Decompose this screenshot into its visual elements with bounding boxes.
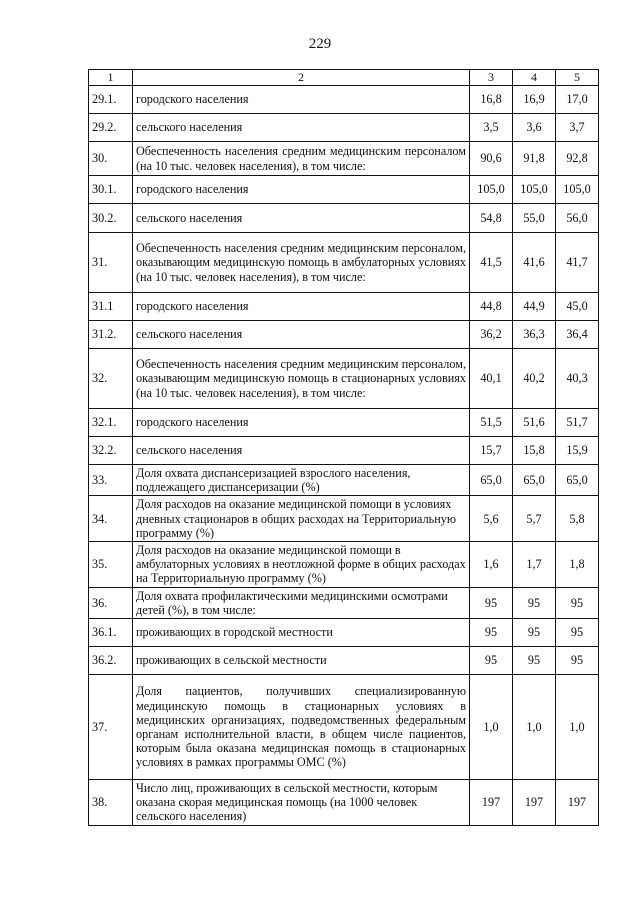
row-value-col5: 15,9 xyxy=(556,437,599,465)
row-indicator-text: Обеспеченность населения средним медицинским персоналом, оказывающим медицинскую помощь в амбулаторных условиях (на 10 тыс. человек населения), в том числе: xyxy=(133,233,470,293)
row-number: 30. xyxy=(89,142,133,176)
row-indicator-text: городского населения xyxy=(133,293,470,321)
row-value-col4: 36,3 xyxy=(513,321,556,349)
row-number: 34. xyxy=(89,496,133,542)
row-number: 37. xyxy=(89,675,133,780)
row-number: 29.2. xyxy=(89,114,133,142)
row-value-col3: 1,0 xyxy=(470,675,513,780)
row-value-col5: 197 xyxy=(556,780,599,826)
table-row xyxy=(89,542,599,588)
row-value-col5: 36,4 xyxy=(556,321,599,349)
row-value-col3: 36,2 xyxy=(470,321,513,349)
row-number: 35. xyxy=(89,542,133,588)
row-value-col5: 17,0 xyxy=(556,86,599,114)
row-value-col3: 65,0 xyxy=(470,465,513,496)
row-indicator-text: проживающих в сельской местности xyxy=(133,647,470,675)
row-value-col4: 1,0 xyxy=(513,675,556,780)
table-header-row xyxy=(89,70,599,86)
table-row xyxy=(89,647,599,675)
row-indicator-text: городского населения xyxy=(133,409,470,437)
row-indicator-text: городского населения xyxy=(133,176,470,204)
row-value-col4: 44,9 xyxy=(513,293,556,321)
row-indicator-text: Обеспеченность населения средним медицинским персоналом, оказывающим медицинскую помощь в стационарных условиях (на 10 тыс. человек населения), в том числе: xyxy=(133,349,470,409)
row-value-col4: 41,6 xyxy=(513,233,556,293)
row-number: 33. xyxy=(89,465,133,496)
row-value-col5: 3,7 xyxy=(556,114,599,142)
table-row xyxy=(89,675,599,780)
row-value-col3: 5,6 xyxy=(470,496,513,542)
table-row xyxy=(89,349,599,409)
table-row xyxy=(89,176,599,204)
row-number: 31.2. xyxy=(89,321,133,349)
row-number: 31. xyxy=(89,233,133,293)
row-number: 32.1. xyxy=(89,409,133,437)
row-value-col3: 3,5 xyxy=(470,114,513,142)
row-indicator-text: Доля пациентов, получивших специализированную медицинскую помощь в стационарных условиях в медицинских организациях, подведомственных федеральным органам исполнительной власти, в общем числе пациентов, которым была оказана медицинская помощь в стационарных условиях в рамках программы ОМС (%) xyxy=(133,675,470,780)
row-value-col5: 41,7 xyxy=(556,233,599,293)
row-number: 30.1. xyxy=(89,176,133,204)
table-row xyxy=(89,86,599,114)
row-number: 36. xyxy=(89,587,133,618)
row-indicator-text: городского населения xyxy=(133,86,470,114)
row-value-col4: 105,0 xyxy=(513,176,556,204)
row-indicator-text: Доля охвата диспансеризацией взрослого населения, подлежащего диспансеризации (%) xyxy=(133,465,470,496)
row-number: 31.1 xyxy=(89,293,133,321)
row-indicator-text: Обеспеченность населения средним медицинским персоналом (на 10 тыс. человек населения), в том числе: xyxy=(133,142,470,176)
row-indicator-text: сельского населения xyxy=(133,204,470,233)
row-value-col4: 95 xyxy=(513,587,556,618)
table-row xyxy=(89,142,599,176)
row-value-col5: 1,8 xyxy=(556,542,599,588)
row-value-col5: 56,0 xyxy=(556,204,599,233)
row-value-col5: 51,7 xyxy=(556,409,599,437)
table-row xyxy=(89,409,599,437)
table-row xyxy=(89,114,599,142)
row-value-col4: 3,6 xyxy=(513,114,556,142)
row-value-col3: 95 xyxy=(470,619,513,647)
row-number: 38. xyxy=(89,780,133,826)
row-number: 36.1. xyxy=(89,619,133,647)
row-value-col3: 197 xyxy=(470,780,513,826)
table-row xyxy=(89,233,599,293)
row-number: 32.2. xyxy=(89,437,133,465)
row-value-col3: 95 xyxy=(470,647,513,675)
header-cell-3: 3 xyxy=(470,70,513,86)
row-value-col4: 91,8 xyxy=(513,142,556,176)
row-value-col4: 95 xyxy=(513,619,556,647)
row-value-col5: 95 xyxy=(556,587,599,618)
page-number: 229 xyxy=(308,36,332,52)
row-value-col3: 51,5 xyxy=(470,409,513,437)
row-value-col3: 1,6 xyxy=(470,542,513,588)
row-value-col5: 5,8 xyxy=(556,496,599,542)
table-row xyxy=(89,437,599,465)
row-value-col5: 40,3 xyxy=(556,349,599,409)
row-value-col4: 95 xyxy=(513,647,556,675)
header-cell-4: 4 xyxy=(513,70,556,86)
row-indicator-text: Число лиц, проживающих в сельской местности, которым оказана скорая медицинская помощь (на 1000 человек сельского населения) xyxy=(133,780,470,826)
row-value-col4: 55,0 xyxy=(513,204,556,233)
row-number: 36.2. xyxy=(89,647,133,675)
row-value-col3: 105,0 xyxy=(470,176,513,204)
header-cell-1: 1 xyxy=(89,70,133,86)
row-value-col4: 5,7 xyxy=(513,496,556,542)
row-number: 29.1. xyxy=(89,86,133,114)
row-value-col4: 15,8 xyxy=(513,437,556,465)
row-indicator-text: Доля расходов на оказание медицинской помощи в амбулаторных условиях в неотложной форме в общих расходах на Территориальную программу (%) xyxy=(133,542,470,588)
row-value-col5: 1,0 xyxy=(556,675,599,780)
row-value-col5: 105,0 xyxy=(556,176,599,204)
header-cell-2: 2 xyxy=(133,70,470,86)
row-value-col4: 1,7 xyxy=(513,542,556,588)
row-indicator-text: Доля охвата профилактическими медицинскими осмотрами детей (%), в том числе: xyxy=(133,587,470,618)
indicators-table xyxy=(88,69,599,826)
table-row xyxy=(89,321,599,349)
row-value-col3: 41,5 xyxy=(470,233,513,293)
row-value-col3: 40,1 xyxy=(470,349,513,409)
table-row xyxy=(89,496,599,542)
row-indicator-text: проживающих в городской местности xyxy=(133,619,470,647)
row-value-col3: 90,6 xyxy=(470,142,513,176)
row-value-col5: 92,8 xyxy=(556,142,599,176)
row-value-col3: 95 xyxy=(470,587,513,618)
table-row xyxy=(89,619,599,647)
header-cell-5: 5 xyxy=(556,70,599,86)
row-value-col4: 16,9 xyxy=(513,86,556,114)
table-row xyxy=(89,204,599,233)
row-value-col3: 16,8 xyxy=(470,86,513,114)
row-value-col5: 65,0 xyxy=(556,465,599,496)
table-row xyxy=(89,465,599,496)
row-value-col4: 51,6 xyxy=(513,409,556,437)
row-value-col4: 40,2 xyxy=(513,349,556,409)
row-number: 32. xyxy=(89,349,133,409)
row-indicator-text: Доля расходов на оказание медицинской помощи в условиях дневных стационаров в общих расходах на Территориальную программу (%) xyxy=(133,496,470,542)
row-value-col4: 65,0 xyxy=(513,465,556,496)
table-row xyxy=(89,293,599,321)
row-value-col3: 15,7 xyxy=(470,437,513,465)
row-number: 30.2. xyxy=(89,204,133,233)
row-value-col5: 45,0 xyxy=(556,293,599,321)
row-indicator-text: сельского населения xyxy=(133,114,470,142)
row-indicator-text: сельского населения xyxy=(133,437,470,465)
table-row xyxy=(89,587,599,618)
row-value-col5: 95 xyxy=(556,647,599,675)
row-value-col4: 197 xyxy=(513,780,556,826)
row-value-col5: 95 xyxy=(556,619,599,647)
row-value-col3: 44,8 xyxy=(470,293,513,321)
table-row xyxy=(89,780,599,826)
row-value-col3: 54,8 xyxy=(470,204,513,233)
row-indicator-text: сельского населения xyxy=(133,321,470,349)
